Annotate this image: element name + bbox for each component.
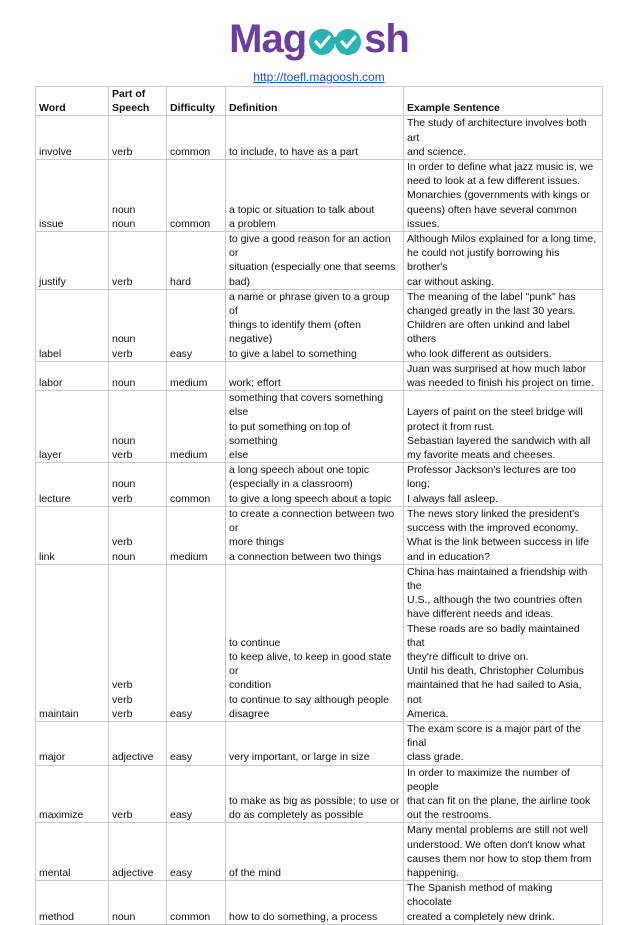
cell-part-of-speech — [109, 361, 167, 390]
cell-definition — [226, 116, 404, 160]
cell-definition-line: condition — [229, 679, 272, 692]
cell-part-of-speech-line: noun — [112, 434, 136, 447]
cell-difficulty-text: easy — [170, 707, 193, 720]
cell-word-text: involve — [39, 145, 72, 158]
cell-definition-line: to continue to say although people — [229, 693, 389, 706]
cell-example-sentence — [404, 160, 603, 232]
col-header-definition: Definition — [226, 87, 404, 116]
cell-example-sentence-line: Layers of paint on the steel bridge will — [407, 406, 583, 419]
magoosh-logo — [229, 16, 409, 62]
cell-definition-line: to include, to have as a part — [229, 145, 358, 158]
cell-part-of-speech — [109, 506, 167, 564]
cell-word — [36, 721, 109, 765]
cell-part-of-speech-line: adjective — [112, 751, 154, 764]
cell-part-of-speech-line: adjective — [112, 866, 154, 879]
cell-difficulty-text: easy — [170, 809, 193, 822]
cell-definition — [226, 232, 404, 290]
cell-example-sentence-line: issues. — [407, 217, 440, 230]
cell-word — [36, 564, 109, 721]
cell-part-of-speech-line: noun — [112, 550, 136, 563]
cell-word-text: link — [39, 550, 55, 563]
cell-word-text: issue — [39, 217, 64, 230]
cell-example-sentence-line: they're difficult to drive on. — [407, 650, 529, 663]
cell-word-text: label — [39, 347, 62, 360]
table-row — [36, 721, 603, 765]
cell-word-text: layer — [39, 449, 62, 462]
cell-definition-line: of the mind — [229, 866, 281, 879]
vocabulary-table — [35, 86, 603, 925]
cell-part-of-speech — [109, 289, 167, 361]
cell-example-sentence-line: What is the link between success in life — [407, 536, 590, 549]
cell-example-sentence-line: queens) often have several common — [407, 203, 577, 216]
cell-word-text: maximize — [39, 809, 84, 822]
cell-difficulty-text: common — [170, 145, 211, 158]
cell-example-sentence-line: Until his death, Christopher Columbus — [407, 665, 584, 678]
site-url-link[interactable]: http://toefl.magoosh.com — [253, 70, 385, 84]
cell-part-of-speech-line: verb — [112, 679, 133, 692]
cell-difficulty — [167, 823, 226, 881]
cell-difficulty — [167, 232, 226, 290]
cell-example-sentence — [404, 823, 603, 881]
cell-word — [36, 289, 109, 361]
table-row — [36, 361, 603, 390]
cell-word — [36, 391, 109, 463]
cell-definition-line: to keep alive, to keep in good state or — [229, 650, 392, 678]
table-row — [36, 765, 603, 823]
cell-example-sentence-line: Although Milos explained for a long time, — [407, 233, 597, 246]
table-body — [36, 116, 603, 924]
table-row — [36, 823, 603, 881]
cell-word — [36, 881, 109, 925]
cell-definition-line: something that covers something else — [229, 392, 384, 419]
cell-example-sentence-line: Sebastian layered the sandwich with all — [407, 434, 591, 447]
logo-text-right: sh — [364, 17, 409, 61]
cell-part-of-speech-line: verb — [112, 707, 133, 720]
cell-definition-line: to create a connection between two or — [229, 507, 395, 535]
cell-difficulty-text: common — [170, 217, 211, 230]
cell-definition-line: to give a label to something — [229, 347, 357, 360]
cell-definition-line: a long speech about one topic — [229, 464, 370, 477]
cell-definition-line: to continue — [229, 636, 281, 649]
table-row — [36, 160, 603, 232]
cell-difficulty-text: medium — [170, 377, 208, 390]
cell-example-sentence-line: Monarchies (governments with kings or — [407, 189, 590, 202]
cell-example-sentence-line: In order to define what jazz music is, we — [407, 161, 594, 174]
cell-definition-line: disagree — [229, 707, 270, 720]
cell-word — [36, 463, 109, 507]
cell-example-sentence-line: that can fit on the plane, the airline took — [407, 794, 591, 807]
cell-difficulty — [167, 506, 226, 564]
cell-difficulty — [167, 116, 226, 160]
cell-definition-line: very important, or large in size — [229, 751, 370, 764]
cell-definition — [226, 765, 404, 823]
cell-part-of-speech — [109, 232, 167, 290]
table-row — [36, 881, 603, 925]
cell-example-sentence-line: These roads are so badly maintained that — [407, 622, 580, 649]
cell-difficulty-text: easy — [170, 751, 193, 764]
cell-definition-line: to give a good reason for an action or — [229, 233, 391, 260]
cell-difficulty — [167, 881, 226, 925]
cell-example-sentence-line: out the restrooms. — [407, 809, 492, 822]
cell-definition-line: situation (especially one that seems — [229, 261, 396, 274]
cell-part-of-speech-line: noun — [112, 377, 136, 390]
cell-word — [36, 765, 109, 823]
cell-definition-line: things to identify them (often — [229, 319, 361, 332]
cell-difficulty — [167, 289, 226, 361]
cell-word-text: method — [39, 910, 75, 923]
cell-example-sentence-line: maintained that he had sailed to Asia, not — [407, 679, 582, 706]
cell-difficulty — [167, 765, 226, 823]
cell-definition — [226, 564, 404, 721]
table-row — [36, 116, 603, 160]
cell-example-sentence-line: created a completely new drink. — [407, 910, 555, 923]
cell-part-of-speech-line: verb — [112, 492, 133, 505]
table-header-row — [36, 87, 603, 116]
cell-example-sentence-line: understood. We often don't know what — [407, 838, 586, 851]
col-header-difficulty: Difficulty — [167, 87, 226, 116]
cell-word-text: labor — [39, 377, 63, 390]
cell-difficulty — [167, 391, 226, 463]
cell-example-sentence-line: The study of architecture involves both art — [407, 117, 587, 144]
cell-example-sentence-line: I always fall asleep. — [407, 492, 499, 505]
cell-example-sentence-line: was needed to finish his project on time. — [407, 377, 594, 390]
cell-example-sentence-line: he could not justify borrowing his brother's — [407, 247, 560, 274]
cell-definition-line: work; effort — [229, 377, 281, 390]
cell-word-text: justify — [39, 275, 66, 288]
cell-part-of-speech-line: verb — [112, 347, 133, 360]
cell-definition-line: bad) — [229, 275, 251, 288]
cell-example-sentence — [404, 116, 603, 160]
cell-example-sentence — [404, 289, 603, 361]
cell-part-of-speech-line: noun — [112, 217, 136, 230]
table-row — [36, 564, 603, 721]
cell-part-of-speech — [109, 765, 167, 823]
col-header-part-of-speech: Part of Speech — [109, 87, 167, 116]
cell-example-sentence-line: success with the improved economy. — [407, 522, 578, 535]
cell-definition-line: a topic or situation to talk about — [229, 203, 375, 216]
table-row — [36, 289, 603, 361]
logo-text-left: Mag — [229, 17, 307, 61]
table-row — [36, 391, 603, 463]
cell-difficulty-text: common — [170, 910, 211, 923]
cell-example-sentence — [404, 391, 603, 463]
cell-definition-line: a connection between two things — [229, 550, 382, 563]
cell-example-sentence-line: and science. — [407, 145, 466, 158]
cell-example-sentence-line: The Spanish method of making chocolate — [407, 882, 553, 909]
cell-example-sentence-line: car without asking. — [407, 275, 494, 288]
cell-difficulty-text: easy — [170, 347, 193, 360]
table-row — [36, 506, 603, 564]
cell-example-sentence-line: who look different as outsiders. — [407, 347, 552, 360]
cell-definition — [226, 823, 404, 881]
page-header — [0, 16, 638, 84]
cell-example-sentence — [404, 765, 603, 823]
cell-part-of-speech-line: verb — [112, 693, 133, 706]
table-row — [36, 463, 603, 507]
cell-part-of-speech-line: noun — [112, 203, 136, 216]
cell-definition-line: (especially in a classroom) — [229, 478, 353, 491]
cell-example-sentence-line: have different needs and ideas. — [407, 608, 554, 621]
cell-example-sentence-line: The exam score is a major part of the final — [407, 722, 581, 750]
cell-example-sentence-line: protect it from rust. — [407, 420, 495, 433]
cell-difficulty-text: medium — [170, 449, 208, 462]
cell-example-sentence — [404, 361, 603, 390]
cell-definition-line: a name or phrase given to a group of — [229, 290, 390, 318]
cell-example-sentence — [404, 721, 603, 765]
cell-part-of-speech — [109, 721, 167, 765]
cell-example-sentence-line: Children are often unkind and label others — [407, 319, 570, 346]
cell-word — [36, 823, 109, 881]
cell-definition-line: to give a long speech about a topic — [229, 492, 392, 505]
cell-example-sentence-line: The news story linked the president's — [407, 507, 580, 520]
col-header-example-sentence: Example Sentence — [404, 87, 603, 116]
col-header-word: Word — [36, 87, 109, 116]
cell-word — [36, 361, 109, 390]
cell-difficulty-text: easy — [170, 866, 193, 879]
cell-part-of-speech — [109, 881, 167, 925]
cell-example-sentence-line: U.S., although the two countries often — [407, 594, 583, 607]
cell-example-sentence — [404, 232, 603, 290]
cell-difficulty — [167, 361, 226, 390]
cell-definition-line: else — [229, 449, 249, 462]
cell-difficulty-text: common — [170, 492, 211, 505]
cell-example-sentence-line: and in education? — [407, 550, 490, 563]
cell-example-sentence-line: changed greatly in the last 30 years. — [407, 305, 576, 318]
cell-example-sentence-line: happening. — [407, 866, 459, 879]
cell-example-sentence — [404, 564, 603, 721]
cell-definition-line: to put something on top of something — [229, 420, 351, 447]
cell-difficulty — [167, 160, 226, 232]
cell-example-sentence-line: need to look at a few different issues. — [407, 175, 581, 188]
cell-definition — [226, 721, 404, 765]
cell-part-of-speech-line: verb — [112, 275, 133, 288]
cell-example-sentence-line: Many mental problems are still not well — [407, 824, 588, 837]
cell-definition — [226, 160, 404, 232]
cell-example-sentence-line: class grade. — [407, 751, 464, 764]
owl-eyes-check-icon — [307, 26, 363, 58]
cell-definition-line: to make as big as possible; to use or — [229, 794, 400, 807]
cell-definition — [226, 289, 404, 361]
cell-example-sentence-line: China has maintained a friendship with the — [407, 565, 588, 592]
cell-example-sentence — [404, 506, 603, 564]
cell-difficulty-text: hard — [170, 275, 192, 288]
cell-word — [36, 232, 109, 290]
cell-example-sentence-line: The meaning of the label "punk" has — [407, 290, 576, 303]
cell-part-of-speech — [109, 116, 167, 160]
cell-part-of-speech — [109, 823, 167, 881]
cell-part-of-speech-line: noun — [112, 910, 136, 923]
cell-part-of-speech-line: verb — [112, 536, 133, 549]
cell-definition — [226, 361, 404, 390]
cell-part-of-speech-line: verb — [112, 449, 133, 462]
cell-definition-line: do as completely as possible — [229, 809, 364, 822]
cell-difficulty — [167, 721, 226, 765]
cell-difficulty-text: medium — [170, 550, 208, 563]
cell-example-sentence-line: Juan was surprised at how much labor — [407, 362, 587, 375]
cell-difficulty — [167, 463, 226, 507]
cell-part-of-speech-line: verb — [112, 145, 133, 158]
cell-definition — [226, 391, 404, 463]
cell-part-of-speech — [109, 564, 167, 721]
cell-word-text: maintain — [39, 707, 79, 720]
cell-difficulty — [167, 564, 226, 721]
cell-word — [36, 506, 109, 564]
cell-example-sentence-line: Professor Jackson's lectures are too long; — [407, 464, 576, 491]
cell-example-sentence-line: my favorite meats and cheeses. — [407, 449, 556, 462]
cell-word-text: major — [39, 751, 66, 764]
cell-part-of-speech — [109, 391, 167, 463]
cell-word — [36, 116, 109, 160]
cell-definition-line: how to do something, a process — [229, 910, 378, 923]
cell-part-of-speech — [109, 463, 167, 507]
cell-example-sentence-line: In order to maximize the number of people — [407, 766, 570, 793]
cell-part-of-speech-line: noun — [112, 478, 136, 491]
cell-definition — [226, 881, 404, 925]
cell-example-sentence — [404, 881, 603, 925]
cell-definition — [226, 506, 404, 564]
cell-word-text: lecture — [39, 492, 71, 505]
cell-definition-line: a problem — [229, 217, 276, 230]
cell-part-of-speech — [109, 160, 167, 232]
cell-example-sentence-line: America. — [407, 707, 449, 720]
cell-definition-line: more things — [229, 536, 284, 549]
cell-definition-line: negative) — [229, 333, 273, 346]
cell-part-of-speech-line: verb — [112, 809, 133, 822]
cell-word — [36, 160, 109, 232]
cell-example-sentence-line: causes them nor how to stop them from — [407, 852, 592, 865]
cell-part-of-speech-line: noun — [112, 333, 136, 346]
cell-word-text: mental — [39, 866, 71, 879]
table-row — [36, 232, 603, 290]
cell-definition — [226, 463, 404, 507]
cell-example-sentence — [404, 463, 603, 507]
